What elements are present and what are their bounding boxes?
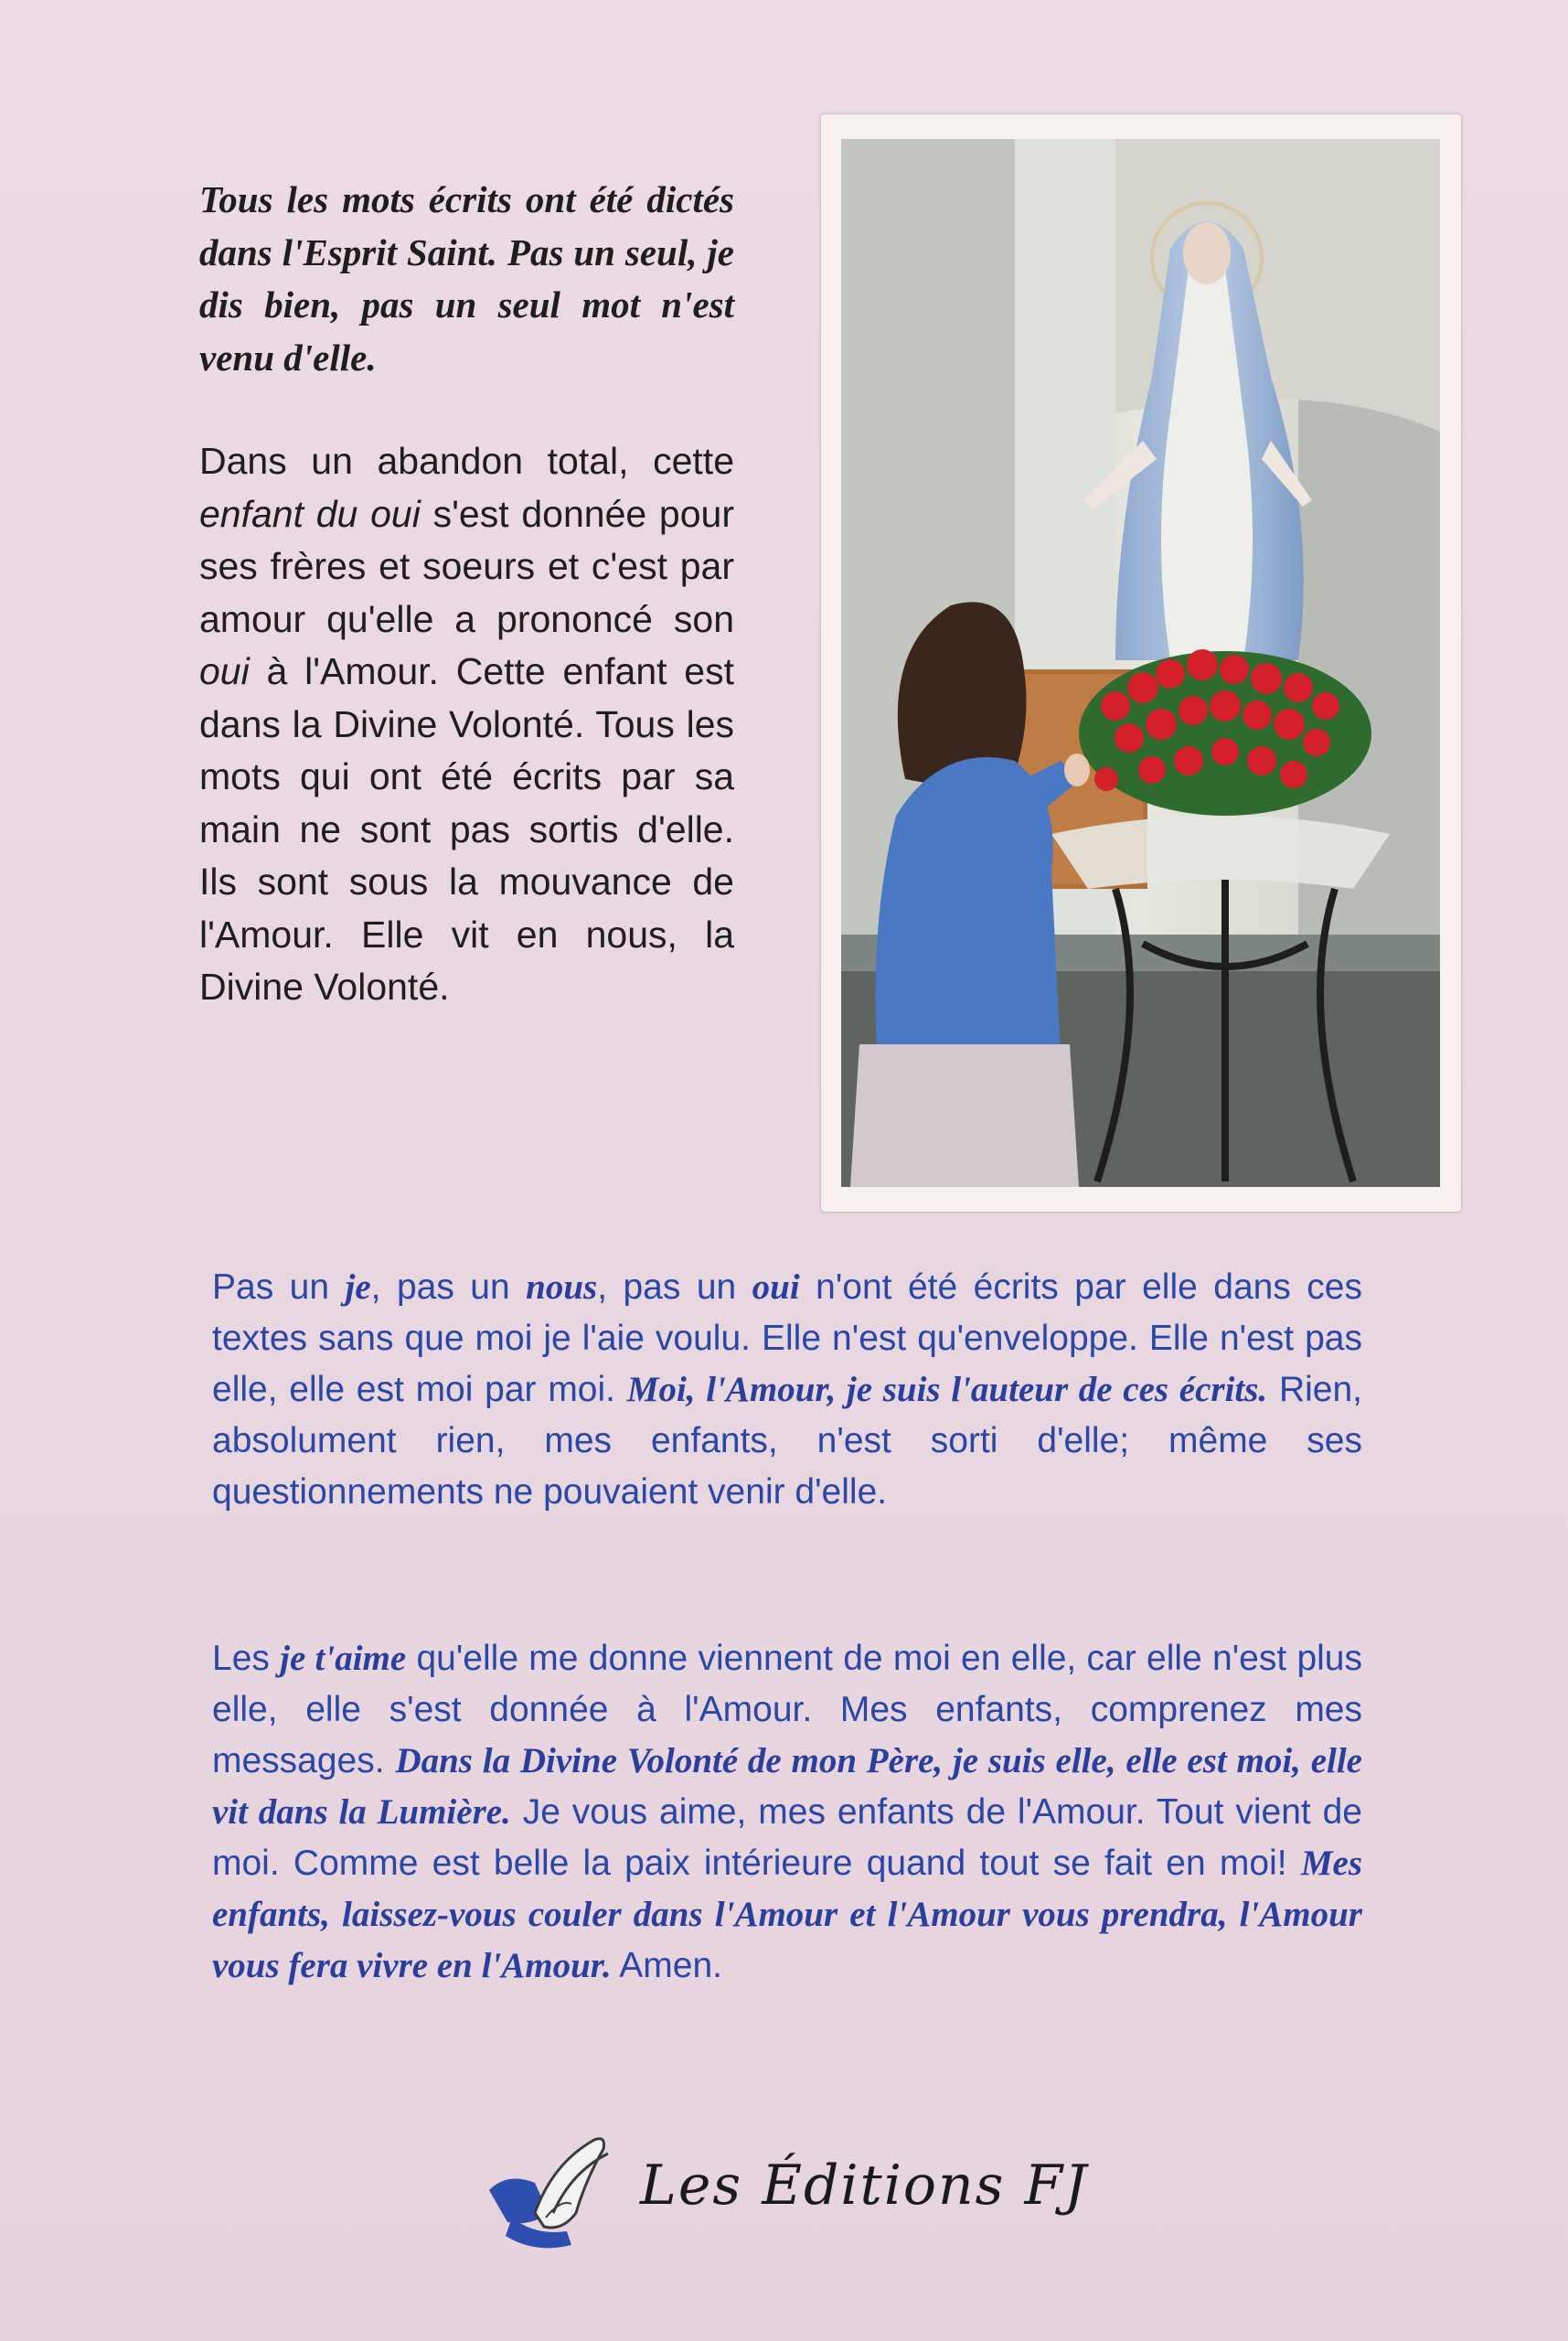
text-run: n'ont été écrits par elle dans ces textes sans que moi je l'aie voulu. Elle n'est qu'enveloppe. Elle n'est pas elle, elle est moi par moi.	[212, 1267, 1362, 1409]
text-run: Rien, absolument rien, mes enfants, n'est sorti d'elle; même ses questionnements ne pouvaient venir d'elle.	[212, 1370, 1362, 1512]
bold-auteur: Moi, l'Amour, je suis l'auteur de ces écrits.	[626, 1370, 1268, 1409]
abandon-paragraph	[199, 435, 734, 1014]
bold-je: je	[345, 1267, 371, 1307]
statue-photo	[841, 139, 1440, 1187]
emphasis-enfant-du-oui: enfant du oui	[199, 492, 421, 535]
blue-paragraph-2-text	[212, 1633, 1362, 1992]
text-run: Dans un abandon total, cette	[199, 440, 734, 482]
text-run: , pas un	[370, 1267, 527, 1307]
text-run: à l'Amour. Cette enfant est dans la Divine Volonté. Tous les mots qui ont été écrits par sa main ne sont pas sortis d'elle. Ils sont sous la mouvance de l'Amour. Elle vit en nous, la Divine Volonté.	[199, 650, 734, 1008]
text-run: Pas un	[212, 1267, 346, 1307]
blue-paragraph-1-text	[212, 1262, 1362, 1518]
bold-laissez-vous: Mes enfants, laissez-vous couler dans l'Amour et l'Amour vous prendra, l'Amour vous fera vivre en l'Amour.	[212, 1844, 1362, 1985]
praying-hands-icon	[480, 2126, 617, 2254]
publisher-name: Les Éditions FJ	[640, 2154, 1089, 2218]
blue-paragraph-2	[212, 1633, 1362, 1992]
text-run: Les	[212, 1639, 281, 1678]
bold-divine-volonte: Dans la Divine Volonté de mon Père, je suis elle, elle est moi, elle vit dans la Lumière.	[212, 1741, 1362, 1832]
text-run: Je vous aime, mes enfants de l'Amour. Tout vient de moi. Comme est belle la paix intérieure quand tout se fait en moi!	[212, 1792, 1362, 1883]
photo-frame	[821, 114, 1461, 1212]
left-column	[199, 174, 734, 1014]
bold-je-taime: je t'aime	[280, 1639, 407, 1678]
emphasis-oui: oui	[199, 650, 250, 692]
text-run: qu'elle me donne viennent de moi en elle, car elle n'est plus elle, elle s'est donnée à l'Amour. Mes enfants, comprenez mes messages.	[212, 1639, 1362, 1780]
text-run: Amen.	[611, 1946, 722, 1985]
bold-oui: oui	[752, 1267, 800, 1307]
text-run: s'est donnée pour ses frères et soeurs et c'est par amour qu'elle a prononcé son	[199, 492, 734, 640]
intro-paragraph: Tous les mots écrits ont été dictés dans l'Esprit Saint. Pas un seul, je dis bien, pas un seul mot n'est venu d'elle.	[199, 178, 734, 379]
text-run: , pas un	[597, 1267, 752, 1307]
publisher-footer	[480, 2126, 1120, 2254]
bold-nous: nous	[526, 1267, 598, 1307]
blue-paragraph-1	[212, 1262, 1362, 1518]
